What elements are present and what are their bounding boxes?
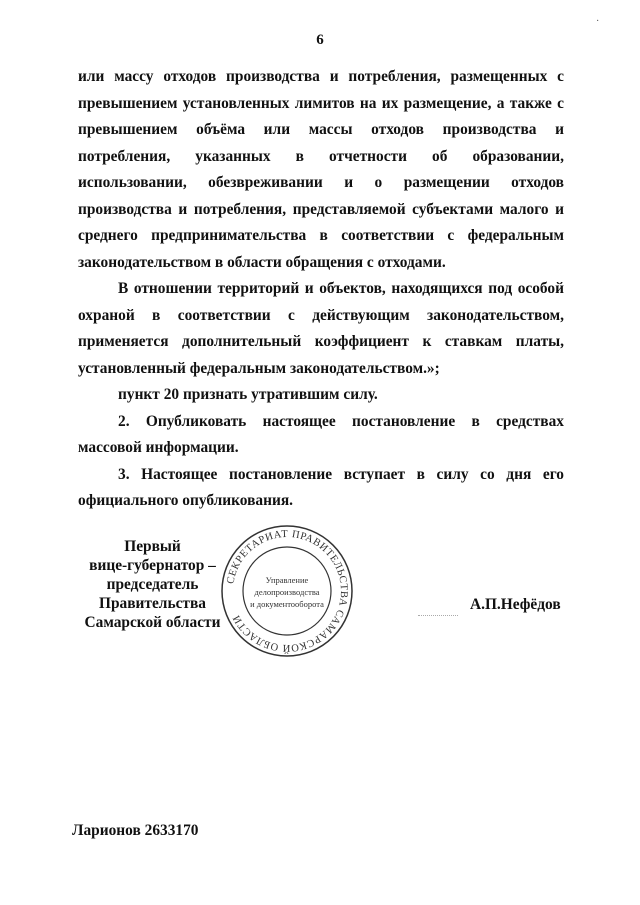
signatory-title-line1: Первый — [124, 538, 181, 555]
paragraph-effective: 3. Настоящее постановление вступает в силу со дня его официального опубликования. — [78, 465, 564, 509]
seal-center-line1: Управление — [265, 575, 309, 585]
paragraph-continuation: или массу отходов производства и потребления, размещенных с превышением установленных лимитов на их размещение, а также с превышением объёма или массы отходов производства и потребления, указанных в отчетности об образовании, использовании, обезвреживании и о размещении отходов производства и потребления, представляемой субъектами малого и среднего предпринимательства в соответствии с федеральным законодательством в области обращения с отходами. — [78, 68, 564, 271]
seal-center-line2: делопроизводства — [254, 587, 320, 597]
paragraph-publish: 2. Опубликовать настоящее постановление в средствах массовой информации. — [78, 412, 564, 456]
corner-mark: · — [596, 16, 600, 27]
page-number: 6 — [316, 32, 324, 48]
paragraph-protected-areas: В отношении территорий и объектов, находящихся под особой охраной в соответствии с действующим законодательством, применяется дополнительный коэффициент к ставкам платы, установленный федеральным законодательством.»; — [78, 280, 564, 377]
signatory-title-line3: председатель Правительства — [99, 576, 206, 612]
seal-center-line3: и документооборота — [250, 599, 324, 609]
signatory-title-line2: вице-губернатор – — [89, 557, 216, 574]
signatory-title — [60, 537, 245, 632]
signatory-name: А.П.Нефёдов — [470, 596, 561, 613]
seal-ring-text: СЕКРЕТАРИАТ ПРАВИТЕЛЬСТВА САМАРСКОЙ ОБЛАСТИ — [225, 528, 350, 654]
signatory-title-line4: Самарской области — [84, 614, 221, 631]
signature-line — [418, 615, 458, 617]
author-contact: Ларионов 2633170 — [72, 822, 199, 839]
document-body — [78, 64, 564, 515]
paragraph-item-20: пункт 20 признать утратившим силу. — [118, 386, 378, 403]
